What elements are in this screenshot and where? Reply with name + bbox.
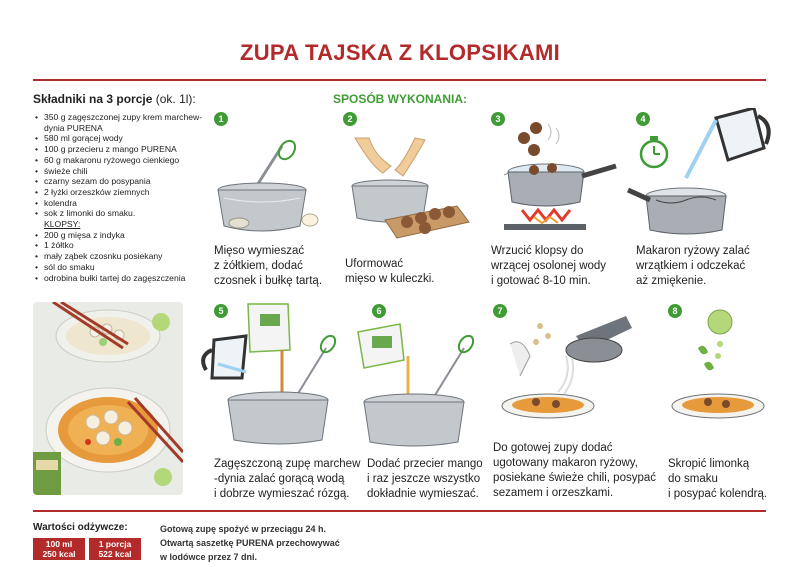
storage-note: Gotową zupę spożyć w przeciągu 24 h. Otwartą saszetkę PURENA przechowywać w lodówce przez 7 dni. — [160, 524, 340, 562]
step-8-text: Skropić limonką do smaku i posypać kolendrą. — [668, 458, 768, 500]
nutrition-badge-bottom: 250 kcal — [42, 549, 76, 559]
ingredients-heading-text: Składniki na 3 porcje — [33, 92, 153, 106]
method-heading: SPOSÓB WYKONANIA: — [333, 92, 468, 106]
ingredient-item: • kolendra — [33, 198, 208, 209]
ingredient-item: • 60 g makaronu ryżowego cienkiego — [33, 155, 208, 166]
top-divider — [33, 79, 766, 81]
step-7-illustration — [496, 306, 636, 431]
step-6-illustration — [352, 318, 482, 453]
nutrition-badge-bottom: 522 kcal — [98, 549, 132, 559]
ingredient-item: • 100 g przecieru z mango PURENA — [33, 144, 208, 155]
step-3-text: Wrzucić klopsy do wrzącej osolonej wody i gotować 8-10 min. — [491, 245, 607, 287]
meatball-item: • mały ząbek czosnku posiekany — [33, 251, 208, 262]
soup-photo — [33, 302, 183, 495]
ingredient-item: • sok z limonki do smaku. — [33, 208, 208, 219]
step-1-number: 1 — [214, 112, 228, 126]
step-6-number: 6 — [372, 304, 386, 318]
ingredient-item: • 2 łyżki orzeszków ziemnych — [33, 187, 208, 198]
step-8-illustration — [668, 304, 768, 429]
ingredients-heading-note: (ok. 1l): — [155, 92, 196, 106]
bottom-divider — [33, 510, 766, 512]
step-5-text: Zagęszczoną zupę marchew -dynia zalać gorącą wodą i dobrze wymieszać rózgą. — [214, 458, 361, 500]
step-2-number: 2 — [343, 112, 357, 126]
step-7-number: 7 — [493, 304, 507, 318]
page-title: ZUPA TAJSKA Z KLOPSIKAMI — [239, 40, 561, 65]
ingredient-item: • 580 ml gorącej wody — [33, 133, 208, 144]
step-1-text: Mięso wymieszać z żółtkiem, dodać czosnek i bułkę tartą. — [214, 245, 323, 287]
meatball-item: • 1 żółtko — [33, 240, 208, 251]
meatball-item: • 200 g mięsa z indyka — [33, 230, 208, 241]
nutrition-badge-top: 100 ml — [45, 539, 73, 549]
step-4-number: 4 — [636, 112, 650, 126]
meatball-item: • sól do smaku — [33, 262, 208, 273]
meatballs-heading: KLOPSY: — [44, 219, 81, 230]
step-6-text: Dodać przecier mango i raz jeszcze wszystko dokładnie wymieszać. — [367, 458, 483, 500]
step-4-text: Makaron ryżowy zalać wrzątkiem i odczekać aż zmiękenie. — [636, 245, 750, 287]
step-1-illustration — [212, 128, 327, 238]
step-2-illustration — [345, 128, 470, 245]
nutrition-badge — [33, 538, 85, 560]
meatball-item: • odrobina bułki tartej do zagęszczenia — [33, 273, 208, 284]
nutrition-badge-top: 1 porcja — [98, 539, 132, 549]
step-5-illustration — [188, 300, 338, 453]
ingredients-list — [33, 112, 208, 283]
ingredient-item: • czarny sezam do posypania — [33, 176, 208, 187]
nutrition-heading: Wartości odżywcze: — [33, 522, 128, 533]
step-5-number: 5 — [214, 304, 228, 318]
step-3-number: 3 — [491, 112, 505, 126]
step-7-text: Do gotowej zupy dodać ugotowany makaron ryżowy, posiekane świeże chili, posypać sezamem i orzeszkami. — [493, 442, 657, 499]
ingredient-item: • 350 g zagęszczonej zupy krem marchew-dynia PURENA — [33, 112, 208, 133]
step-3-illustration — [494, 120, 619, 240]
ingredient-item: • świeże chili — [33, 166, 208, 177]
ingredients-heading — [33, 92, 196, 106]
step-4-illustration — [626, 108, 776, 245]
nutrition-badge — [89, 538, 141, 560]
step-2-text: Uformować mięso w kuleczki. — [345, 258, 435, 285]
step-8-number: 8 — [668, 304, 682, 318]
